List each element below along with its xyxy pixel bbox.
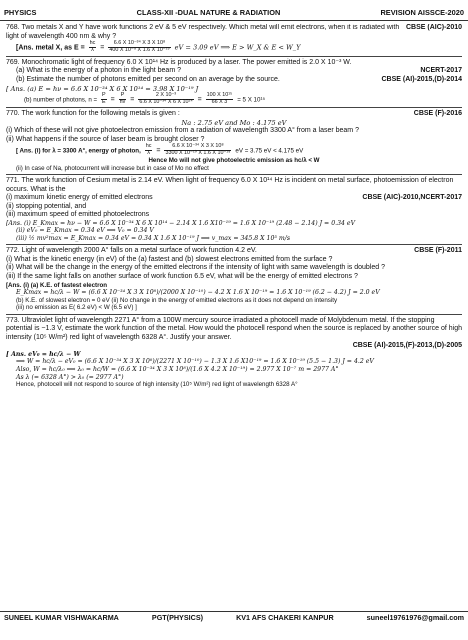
q771-part-i: (i) maximum kinetic energy of emitted electrons (6, 194, 153, 202)
q768-answer-tail: eV = 3.09 eV ⟹ E > W_X & E < W_Y (174, 43, 301, 52)
q772-answer-a: E_Kmax = hc/λ − W = (6.6 X 10⁻³⁴ X 3 X 10⁸)/(2000 X 10⁻¹⁰) − 4.2 X 1.6 X 10⁻¹⁹ = 1.6 X 10⁻¹⁹ (6.2 − 4.2) J = 2.0 eV (16, 289, 380, 297)
question-770 (6, 110, 462, 172)
q770-tag: CBSE (F)-2016 (413, 110, 462, 118)
q773-answer-w: ⟹ W = hc/λ − eV₀ = (6.6 X 10⁻³⁴ X 3 X 10⁸)/(2271 X 10⁻¹⁰) − 1.3 X 1.6 X10⁻¹⁹ = 1.6 X 10⁻¹⁹ (5.5 − 1.3) J = 4.2 eV (16, 358, 374, 366)
q768-frac1-den: λ (91, 47, 94, 53)
q772-answer-iii: (iii) no emission as E( 6.2 eV) < W (6.5 eV) ] (16, 304, 137, 312)
q769-answer-a: [ Ans. (a) E = hν = 6.6 X 10⁻³⁴ X 6 X 10¹⁴ = 3.98 X 10⁻¹⁹ J (6, 84, 199, 93)
q773-answer-hence: Hence, photocell will not respond to source of high intensity (10⁵ W/m²) red light of wavelength 6328 A° (16, 381, 298, 389)
q771-text: 771. The work function of Cesium metal is 2.14 eV. When light of frequency 6.0 X 10¹⁴ Hz is incident on metal surface, photoemission of electron occurs. What is the (6, 177, 454, 193)
q769-f1d: E (102, 98, 106, 105)
q770-part-i: (i) Which of these will not give photoelectron emission from a radiation of wavelength 3300 A° from a laser beam ? (6, 127, 359, 134)
question-769 (6, 59, 462, 106)
footer-email: suneel19761976@gmail.com (366, 613, 464, 622)
separator (6, 174, 462, 175)
q773-tag: CBSE (AI)-2015,(F)-2013,(D)-2005 (352, 342, 462, 350)
q770-answer-lead: [ Ans. (i) for λ = 3300 A°, energy of photon, (16, 147, 141, 155)
q769-f1n: P (102, 91, 106, 98)
q771-answer-i: [Ans. (i) E_Kmax = hν − W = 6.6 X 10⁻³⁴ X 6 X 10¹⁴ − 2.14 X 1.6 X10⁻¹⁹ = 1.6 X 10⁻¹⁹ (2.48 − 2.14) J = 0.34 eV (6, 219, 356, 227)
footer-rule (0, 611, 468, 612)
q771-part-ii: (ii) stopping potential, and (6, 202, 87, 210)
header-revision: REVISION AISSCE-2020 (380, 8, 464, 17)
q769-f3d: 6.6 X 10⁻³⁴ X 6 X 10¹⁴ (139, 98, 193, 105)
q771-answer-iii: (iii) ½ mv²max = E_Kmax = 0.34 eV = 0.34 X 1.6 X 10⁻¹⁹ J ⟹ v_max = 345.8 X 10³ m/s (16, 234, 290, 242)
q768-eq: = (100, 44, 105, 52)
q770-part-ii: (ii) What happens if the source of laser beam is brought closer ? (6, 135, 205, 143)
q771-part-iii: (iii) maximum speed of emitted photoelectrons (6, 211, 150, 219)
footer-post: PGT(PHYSICS) (151, 613, 204, 622)
header-rule (0, 20, 468, 21)
q772-text: 772. Light of wavelength 2000 A° falls on a metal surface of work function 4.2 eV. (6, 247, 257, 255)
q770-f1d: λ (147, 150, 150, 156)
q769-f2n: P (119, 93, 127, 100)
question-772 (6, 247, 462, 311)
q773-answer-lead: [ Ans. eV₀ = hc/λ − W (6, 350, 81, 358)
questions-body (6, 24, 462, 610)
question-771 (6, 177, 462, 242)
q770-answer-ii: (ii) In case of Na, photocurrent will increase but in case of Mo no effect (16, 164, 209, 172)
q770-frac2 (164, 144, 231, 157)
q769-tag2: CBSE (AI)-2015,(D)-2014 (381, 76, 462, 83)
q770-answer-tail: eV = 3.75 eV < 4.175 eV (235, 147, 304, 155)
question-768 (6, 24, 462, 54)
q768-answer (6, 41, 462, 54)
q772-part-ii: (ii) What will be the change in the energy of the emitted electrons if the intensity of light with same wavelength is doubled ? (6, 264, 385, 272)
page-footer (4, 614, 464, 626)
q768-frac1-num: hc (89, 40, 96, 47)
q769-answer-b-lead: (b) number of photons, n = (24, 95, 98, 103)
q773-text: 773. Ultraviolet light of wavelength 2271 A° from a 100W mercury source irradiated a photocell made of Molybdenum metal. If the stopping potential is −1.3 V, estimate the work function of the metal. How would the photocell respond when the source is replaced by another source of high intensity (10⁵ W/m²) red light of wavelength 6328 A°. Justify your answer. (6, 316, 462, 341)
q770-frac1 (145, 144, 153, 157)
separator (6, 56, 462, 57)
q770-f1n: hc (145, 143, 152, 150)
q769-f3n: 2 X 10⁻³ (138, 93, 193, 100)
q768-tag: CBSE (AIC)-2010 (405, 24, 462, 31)
q771-tag: CBSE (AIC)-2010,NCERT-2017 (362, 194, 462, 202)
q768-frac-values (108, 41, 170, 54)
q771-answer-ii: (ii) eV₀ = E_Kmax = 0.34 eV ⟹ V₀ = 0.34 V (16, 227, 154, 235)
q772-tag: CBSE (F)-2011 (414, 247, 462, 255)
q769-frac1 (101, 93, 107, 106)
q769-text: 769. Monochromatic light of frequency 6.0 X 10¹⁴ Hz is produced by a laser. The power emitted is 2.0 X 10⁻³ W. (6, 58, 352, 66)
q772-part-iii: (iii) If the same light falls on another surface of work function 6.5 eV, what will be the energy of emitted electrons ? (6, 273, 358, 280)
q773-answer-also: Also, W = hc/λ₀ ⟹ λ₀ = hc/W = (6.6 X 10⁻³⁴ X 3 X 10⁸)/(1.6 X 4.2 X 10⁻¹⁹) = 2.977 X 10⁻⁷ m = 2977 A° (16, 366, 339, 374)
separator (6, 244, 462, 245)
q769-answer-b: (b) number of photons, n = $\frac{P}{E}$ = $\frac{P}{h\nu}$ = $\frac{\text{2 X 10⁻³}}{\text{6.6 X 10⁻³⁴ X 6 X 10¹⁴}}$ = $\frac{\text{100 X 10¹⁵}}{66 X 3}$ = 5 X 10¹⁵ (24, 91, 266, 105)
q769-frac2 (119, 93, 127, 106)
footer-school: KV1 AFS CHAKERI KANPUR (236, 613, 334, 622)
q772-answer-head: [Ans. (i) (a) K.E. of fastest electron (6, 281, 108, 289)
q769-part-a: (a) What is the energy of a photon in the light beam ? (16, 67, 181, 75)
q768-frac2-num: 6.6 X 10⁻³⁴ X 3 X 10⁸ (108, 41, 170, 48)
q769-tag1: NCERT-2017 (420, 67, 462, 75)
q769-part-b: (b) Estimate the number of photons emitted per second on an average by the source. (16, 76, 280, 83)
q769-frac4 (206, 93, 234, 106)
q769-answer-b-tail: = 5 X 10¹⁵ (237, 95, 266, 103)
q768-frac2-den: 400 X 10⁻⁹ X 1.6 X 10⁻¹⁹ (109, 47, 170, 53)
question-773 (6, 317, 462, 389)
separator (6, 314, 462, 315)
q770-text: 770. The work function for the following metals is given : (6, 110, 180, 118)
q770-f2d: 3300 X 10⁻¹⁰ X 1.6 X 10⁻¹⁹ (165, 150, 231, 156)
page-header (4, 8, 464, 20)
footer-author: SUNEEL KUMAR VISHWAKARMA (4, 613, 119, 622)
q769-f2d: hν (119, 98, 126, 105)
q769-frac3 (138, 93, 193, 106)
header-subject: PHYSICS (4, 8, 37, 17)
q773-answer-as: As λ (= 6328 A°) > λ₀ (= 2977 A°) (16, 373, 124, 381)
q768-frac-hc (89, 41, 97, 54)
q772-part-i: (i) What is the kinetic energy (in eV) of the (a) fastest and (b) slowest electrons emitted from the surface ? (6, 255, 333, 263)
q770-values: Na : 2.75 eV and Mo : 4.175 eV (181, 118, 287, 127)
separator (6, 107, 462, 108)
q768-text: 768. Two metals X and Y have work functions 2 eV & 5 eV respectively. Which metal will emit electrons, when it is radiated with light of wavelength 400 nm & why ? (6, 24, 400, 40)
q769-f4d: 66 X 3 (211, 98, 228, 105)
q770-answer: [ Ans. (i) for λ = 3300 A°, energy of photon, $\frac{hc}{\lambda}$ = $\frac{\text{6.6 X 10⁻³⁴ X 3 X 10⁸}}{\text{3300 X 10⁻¹⁰ X 1.6 X 10⁻¹⁹}}$ eV = 3.75 eV < 4.175 eV (16, 143, 304, 156)
q770-hence: Hence Mo will not give photoelectric emission as hc/λ < W (148, 156, 320, 164)
q770-f2n: 6.6 X 10⁻³⁴ X 3 X 10⁸ (164, 144, 231, 151)
q772-answer-b: (b) K.E. of slowest electron = 0 eV (ii) No change in the energy of emitted electrons as it does not depend on intensity (16, 296, 338, 304)
header-chapter: CLASS-XII -DUAL NATURE & RADIATION (136, 8, 281, 17)
q768-answer-lead: [Ans. metal X, as E = (16, 44, 85, 52)
q769-f4n: 100 X 10¹⁵ (206, 91, 233, 98)
